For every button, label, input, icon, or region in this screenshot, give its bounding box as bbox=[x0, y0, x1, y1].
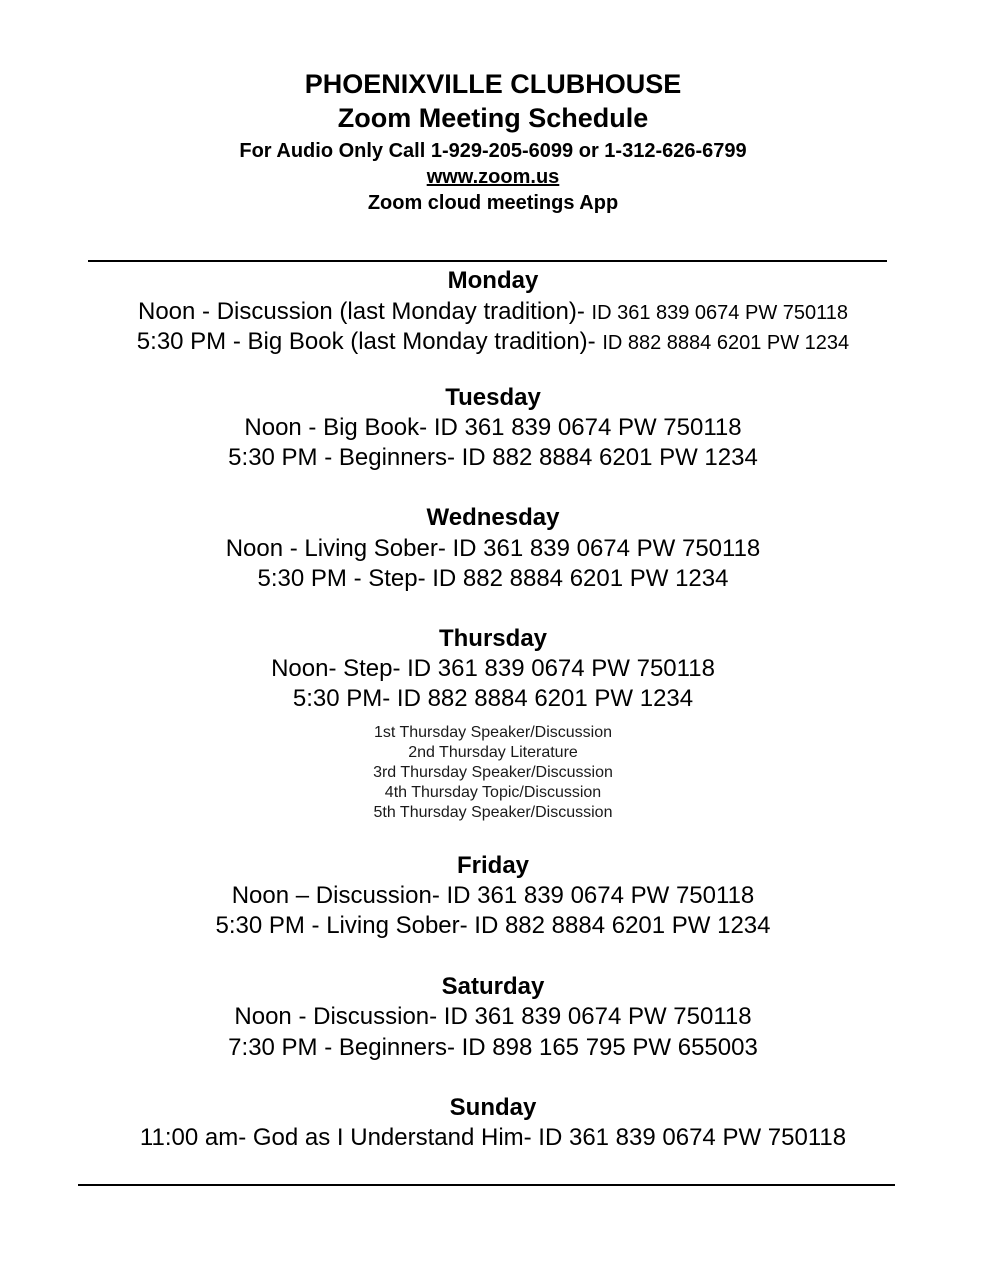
day-heading-thursday: Thursday bbox=[438, 625, 548, 652]
meeting-tuesday-noon: Noon - Big Book- ID 361 839 0674 PW 750118 bbox=[244, 414, 742, 441]
meeting-saturday-noon: Noon - Discussion- ID 361 839 0674 PW 750118 bbox=[234, 1003, 752, 1030]
thursday-rotation-item: 4th Thursday Topic/Discussion bbox=[384, 784, 602, 801]
bottom-divider bbox=[78, 1184, 895, 1186]
app-line: Zoom cloud meetings App bbox=[367, 192, 619, 214]
thursday-rotation-item: 5th Thursday Speaker/Discussion bbox=[373, 804, 613, 821]
meeting-description: 5:30 PM - Big Book (last Monday tradition)- bbox=[136, 328, 596, 355]
meeting-monday-evening bbox=[0, 330, 986, 354]
website-link[interactable]: www.zoom.us bbox=[426, 166, 560, 188]
website-row bbox=[0, 167, 986, 187]
day-heading-monday: Monday bbox=[447, 267, 539, 294]
thursday-rotation-item: 3rd Thursday Speaker/Discussion bbox=[373, 764, 613, 781]
meeting-sunday-morning: 11:00 am- God as I Understand Him- ID 361 839 0674 PW 750118 bbox=[139, 1124, 847, 1151]
day-heading-friday: Friday bbox=[456, 852, 530, 879]
day-heading-saturday: Saturday bbox=[441, 973, 545, 1000]
meeting-id-pw: ID 361 839 0674 PW 750118 bbox=[591, 302, 848, 324]
meeting-thursday-evening: 5:30 PM- ID 882 8884 6201 PW 1234 bbox=[292, 685, 694, 712]
meeting-description: Noon - Discussion (last Monday tradition)- bbox=[138, 298, 585, 325]
meeting-friday-evening: 5:30 PM - Living Sober- ID 882 8884 6201 PW 1234 bbox=[215, 912, 771, 939]
meeting-tuesday-evening: 5:30 PM - Beginners- ID 882 8884 6201 PW 1234 bbox=[228, 444, 758, 471]
meeting-thursday-noon: Noon- Step- ID 361 839 0674 PW 750118 bbox=[271, 655, 715, 682]
meeting-friday-noon: Noon – Discussion- ID 361 839 0674 PW 750118 bbox=[231, 882, 755, 909]
page-title: PHOENIXVILLE CLUBHOUSE bbox=[304, 69, 682, 99]
audio-call-line: For Audio Only Call 1-929-205-6099 or 1-312-626-6799 bbox=[239, 140, 747, 162]
top-divider bbox=[88, 260, 887, 262]
day-heading-sunday: Sunday bbox=[449, 1094, 537, 1121]
thursday-rotation-item: 1st Thursday Speaker/Discussion bbox=[373, 724, 613, 741]
meeting-id-pw: ID 882 8884 6201 PW 1234 bbox=[602, 332, 850, 354]
meeting-wednesday-noon: Noon - Living Sober- ID 361 839 0674 PW 750118 bbox=[225, 535, 761, 562]
day-heading-wednesday: Wednesday bbox=[426, 504, 560, 531]
meeting-saturday-evening: 7:30 PM - Beginners- ID 898 165 795 PW 655003 bbox=[228, 1034, 758, 1061]
page-subtitle: Zoom Meeting Schedule bbox=[337, 103, 649, 133]
day-heading-tuesday: Tuesday bbox=[445, 384, 541, 411]
thursday-rotation-item: 2nd Thursday Literature bbox=[408, 744, 578, 761]
meeting-monday-noon bbox=[0, 300, 986, 324]
meeting-wednesday-evening: 5:30 PM - Step- ID 882 8884 6201 PW 1234 bbox=[257, 565, 729, 592]
